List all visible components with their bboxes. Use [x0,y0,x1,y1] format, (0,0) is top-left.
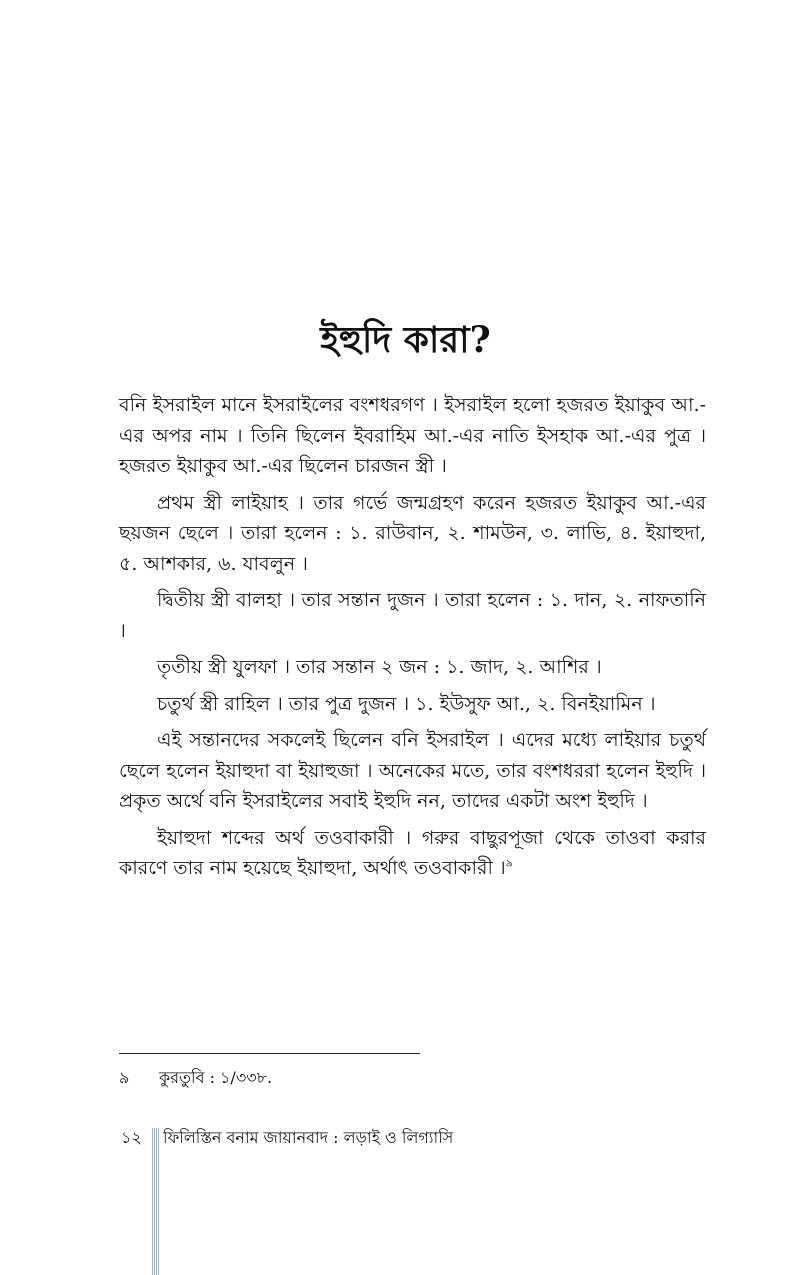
footnote-divider [119,1053,420,1054]
paragraph-6: এই সন্তানদের সকলেই ছিলেন বনি ইসরাইল । এদের মধ্যে লাইয়ার চতুর্থ ছেলে হলেন ইয়াহুদা বা ইয়াহুজা । অনেকের মতে, তার বংশধররা হলেন ইহুদি । প্রকৃত অর্থে বনি ইসরাইলের সবাই ইহুদি নন, তাদের একটা অংশ ইহুদি । [119,729,706,812]
chapter-title: ইহুদি কারা? [320,319,491,361]
footnote-text: কুরতুবি : ১/৩৩৮. [159,1068,273,1087]
paragraph-1: বনি ইসরাইল মানে ইসরাইলের বংশধরগণ । ইসরাইল হলো হজরত ইয়াকুব আ.-এর অপর নাম । তিনি ছিলেন ইবরাহিম আ.-এর নাতি ইসহাক আ.-এর পুত্র । হজরত ইয়াকুব আ.-এর ছিলেন চারজন স্ত্রী । [119,394,706,477]
footnote-number: ৯ [119,1068,130,1087]
running-footer [121,1126,453,1150]
paragraph-2: প্রথম স্ত্রী লাইয়াহ । তার গর্ভে জন্মগ্রহণ করেন হজরত ইয়াকুব আ.-এর ছয়জন ছেলে । তারা হলেন : ১. রাউবান, ২. শামউন, ৩. লাভি, ৪. ইয়াহুদা, ৫. আশকার, ৬. যাবলুন । [119,491,706,575]
spine-decoration [152,1128,160,1275]
paragraph-5: চতুর্থ স্ত্রী রাহিল । তার পুত্র দুজন । ১. ইউসুফ আ., ২. বিনইয়ামিন । [157,692,656,715]
footnote [119,1066,679,1090]
paragraph-3: দ্বিতীয় স্ত্রী বালহা । তার সন্তান দুজন । তারা হলেন : ১. দান, ২. নাফতানি । [119,589,706,642]
page-number: ১২ [121,1128,142,1147]
paragraph-4: তৃতীয় স্ত্রী যুলফা । তার সন্তান ২ জন : ১. জাদ, ২. আশির । [157,656,602,678]
paragraph-7: ইয়াহুদা শব্দের অর্থ তওবাকারী । গরুর বাছুরপূজা থেকে তাওবা করার কারণে তার নাম হয়েছে ইয়াহুদা, অর্থাৎ তওবাকারী ।$^৯$ [119,826,706,879]
book-title: ফিলিস্তিন বনাম জায়ানবাদ : লড়াই ও লিগ্যাসি [163,1128,454,1147]
chapter-body [119,390,706,890]
footnote-reference[interactable]: ৯ [505,856,513,870]
